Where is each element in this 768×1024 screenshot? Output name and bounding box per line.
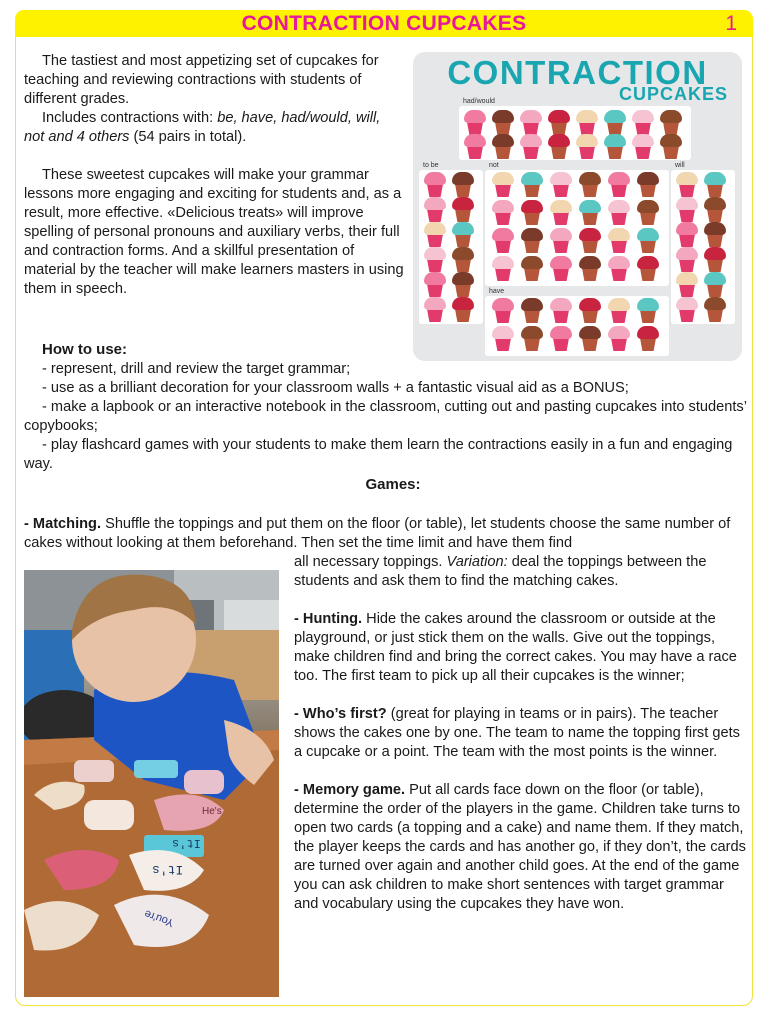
poster-cupcake [631, 134, 655, 160]
poster-cupcake [675, 172, 699, 198]
poster-cupcake [451, 197, 475, 223]
poster-cupcake [463, 110, 487, 136]
poster-cupcake [549, 200, 573, 226]
poster-label-to-be: to be [423, 162, 439, 169]
poster-cupcake [547, 134, 571, 160]
poster-cupcake [675, 297, 699, 323]
poster-cupcake [549, 298, 573, 324]
how-to-use-item: - play flashcard games with your students to make them learn the contractions easily in a fun and engaging way. [24, 437, 733, 472]
poster-cupcake [423, 272, 447, 298]
poster-cupcake [675, 222, 699, 248]
poster-cupcake [423, 172, 447, 198]
poster-cupcake [491, 256, 515, 282]
poster-cupcake [520, 228, 544, 254]
poster-cupcake [519, 110, 543, 136]
poster-cupcake [423, 297, 447, 323]
intro-paragraph-2: Includes contractions with: be, have, had/would, will, not and 4 others (54 pairs in total). [24, 110, 381, 145]
photo-illustration [24, 570, 279, 997]
poster-cupcake [636, 298, 660, 324]
poster-cupcake [451, 247, 475, 273]
poster-cupcake [607, 256, 631, 282]
poster-cupcake [451, 272, 475, 298]
poster-cupcake [520, 256, 544, 282]
poster-cupcake [703, 247, 727, 273]
how-to-use-item: - use as a brilliant decoration for your classroom walls + a fantastic visual aid as a BONUS; [42, 380, 629, 396]
poster-cupcake [578, 228, 602, 254]
how-to-use-section [24, 340, 748, 474]
poster-cupcake [451, 222, 475, 248]
how-to-use-item: - represent, drill and review the target grammar; [42, 361, 351, 377]
poster-label-not: not [489, 162, 499, 169]
poster-cupcake [491, 228, 515, 254]
poster-label-will: will [675, 162, 685, 169]
poster-cupcake [578, 172, 602, 198]
poster-cupcake [491, 298, 515, 324]
poster-cupcake [549, 172, 573, 198]
poster-cupcake [423, 197, 447, 223]
poster-cupcake [491, 172, 515, 198]
poster-cupcake [547, 110, 571, 136]
poster-cupcake [451, 297, 475, 323]
photo-card-label: He's [202, 806, 222, 817]
poster-cupcake [607, 298, 631, 324]
photo-card-label: You're [142, 907, 176, 929]
photo-child-playing [24, 570, 279, 997]
game-matching: - Matching. Shuffle the toppings and put them on the floor (or table), let students choose the same number of cakes without looking at them beforehand. Then set the time limit and have them find [24, 516, 731, 551]
poster-cupcake [607, 200, 631, 226]
intro-paragraph-3: These sweetest cupcakes will make your grammar lessons more engaging and exciting for students and, as a result, more effective. «Delicious treats» will improve spelling of personal pronouns and auxiliary verbs, their full and contraction forms. And a skillful presentation of material by the teacher will make learners masters in using them in speech. [24, 167, 404, 297]
games-right-column [294, 553, 750, 914]
poster-cupcake [491, 200, 515, 226]
game-memory: - Memory game. Put all cards face down on the floor (or table), determine the order of the players in the game. Children take turns to open two cards (a topping and a cake) and name them. If they match, the player keeps the cards and has another go, if they don’t, the cards are turned over again and another child goes. At the end of the game you can ask children to make short sentences with target grammar and vocabulary using the cupcakes they have won. [294, 782, 746, 912]
games-heading: Games: [365, 476, 421, 493]
poster-cupcake [520, 298, 544, 324]
page-number: 1 [725, 12, 737, 35]
poster-cupcake [549, 256, 573, 282]
poster-cupcake [603, 134, 627, 160]
poster-cupcake [578, 200, 602, 226]
poster-cupcake [675, 247, 699, 273]
page-header [15, 10, 753, 37]
poster-cupcake [491, 110, 515, 136]
intro-paragraph-1: The tastiest and most appetizing set of cupcakes for teaching and reviewing contractions with students of different grades. [24, 53, 379, 107]
poster-cupcake [675, 197, 699, 223]
poster-image [413, 52, 742, 361]
poster-label-have: have [489, 288, 505, 295]
poster-cupcake [519, 134, 543, 160]
poster-cupcake [631, 110, 655, 136]
poster-cupcake [575, 134, 599, 160]
poster-cupcake [463, 134, 487, 160]
poster-cupcake [636, 228, 660, 254]
poster-cupcake [703, 272, 727, 298]
game-matching-continued: all necessary toppings. Variation: deal the toppings between the students and ask them to find the matching cakes. [294, 554, 707, 589]
poster-cupcake [451, 172, 475, 198]
poster-cupcake [603, 110, 627, 136]
how-to-use-item: - make a lapbook or an interactive notebook in the classroom, cutting out and pasting cupcakes into students’ copybooks; [24, 399, 747, 434]
poster-cupcake [703, 197, 727, 223]
poster-cupcake [659, 134, 683, 160]
poster-cupcake [636, 200, 660, 226]
poster-cupcake [636, 256, 660, 282]
photo-card-label: It's [172, 836, 201, 850]
game-hunting: - Hunting. Hide the cakes around the classroom or outside at the playground, or just stick them on the walls. Give out the toppings, make children find and bring the correct cakes. You may have a race too. The first team to pick up all their cupcakes is the winner; [294, 611, 737, 684]
poster-cupcake [703, 222, 727, 248]
poster-cupcake [520, 172, 544, 198]
poster-cupcake [423, 247, 447, 273]
poster-cupcake [549, 228, 573, 254]
poster-cupcake [520, 200, 544, 226]
poster-cupcake [703, 172, 727, 198]
how-to-use-heading: How to use: [42, 341, 127, 358]
intro-text [24, 52, 404, 299]
poster-cupcake [636, 172, 660, 198]
poster-subtitle: CUPCAKES [618, 84, 728, 104]
poster-cupcake [675, 272, 699, 298]
poster-cupcake [607, 228, 631, 254]
poster-cupcake [575, 110, 599, 136]
photo-card-label: It's [152, 862, 184, 877]
poster-cupcake [491, 134, 515, 160]
poster-cupcake [607, 172, 631, 198]
poster-cupcake [703, 297, 727, 323]
game-matching-name: - Matching. [24, 516, 102, 532]
poster-title: CONTRACTION [447, 54, 708, 91]
poster-cupcake [578, 256, 602, 282]
poster-cupcake [423, 222, 447, 248]
game-whos-first: - Who’s first? (great for playing in teams or in pairs). The teacher shows the cakes one by one. The team to name the topping first gets a cupcake or a point. The team with the most points is the winner. [294, 706, 740, 760]
poster-cupcake [659, 110, 683, 136]
poster-cupcake [578, 298, 602, 324]
page-title: CONTRACTION CUPCAKES [241, 12, 527, 35]
poster-label-had-would: had/would [463, 98, 495, 105]
